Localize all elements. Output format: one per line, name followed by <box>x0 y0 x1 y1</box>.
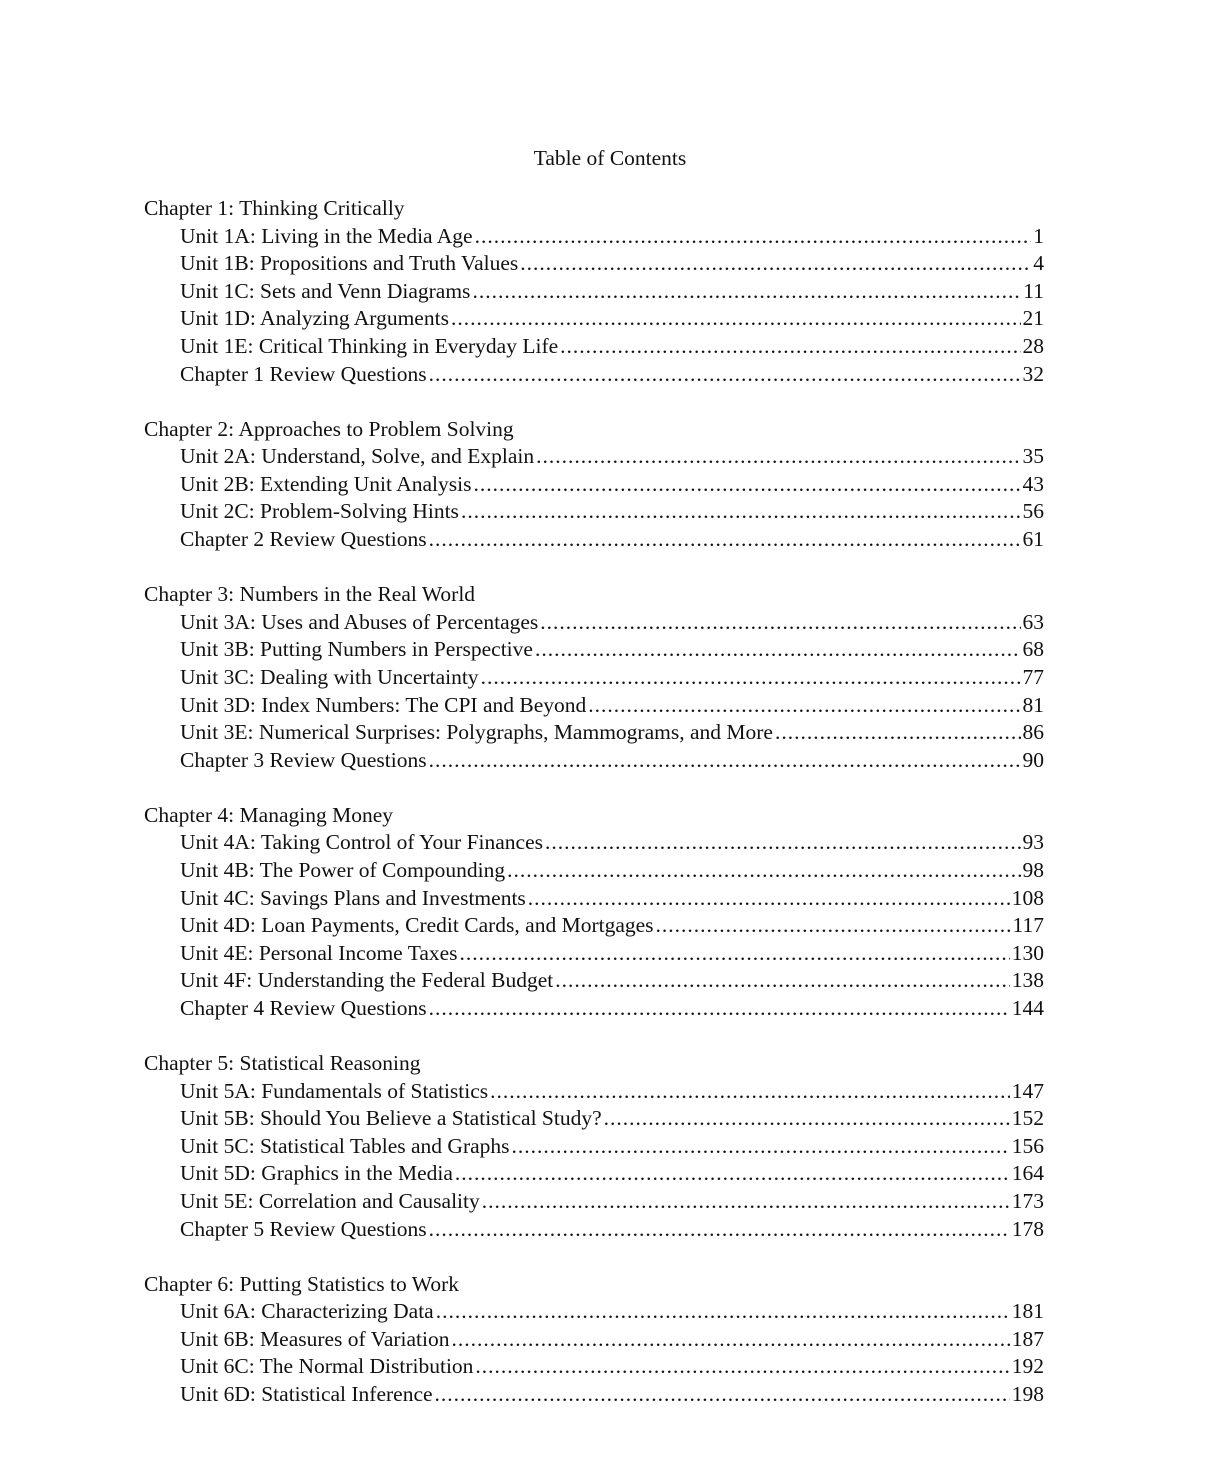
entry-page-number: 192 <box>1011 1354 1044 1379</box>
entry-page-number: 61 <box>1022 527 1044 552</box>
toc-entry[interactable] <box>144 885 1044 913</box>
toc-entry[interactable] <box>144 609 1044 637</box>
toc-entry[interactable] <box>144 1188 1044 1216</box>
entry-label: Unit 4B: The Power of Compounding <box>180 857 506 882</box>
toc-entry[interactable] <box>144 1160 1044 1188</box>
toc-entry[interactable] <box>144 1353 1044 1381</box>
entry-page-number: 178 <box>1011 1216 1044 1241</box>
entry-label: Chapter 2 Review Questions <box>180 527 427 552</box>
dot-leader <box>555 967 1010 995</box>
dot-leader <box>455 1160 1010 1188</box>
toc-entry[interactable] <box>144 692 1044 720</box>
entry-page-number: 144 <box>1011 995 1044 1020</box>
toc-entry[interactable] <box>144 498 1044 526</box>
entry-label: Unit 1A: Living in the Media Age <box>180 223 473 248</box>
entry-label: Unit 1D: Analyzing Arguments <box>180 306 449 331</box>
toc-entry[interactable] <box>144 747 1044 775</box>
toc-entry[interactable] <box>144 471 1044 499</box>
entry-page-number: 1 <box>1033 223 1044 248</box>
entry-page-number: 198 <box>1011 1382 1044 1407</box>
toc-entry[interactable] <box>144 940 1044 968</box>
dot-leader <box>535 636 1021 664</box>
dot-leader <box>528 885 1010 913</box>
toc-entry[interactable] <box>144 305 1044 333</box>
dot-leader <box>545 829 1020 857</box>
toc-entry[interactable] <box>144 361 1044 389</box>
dot-leader <box>475 223 1032 251</box>
entry-page-number: 81 <box>1022 692 1044 717</box>
dot-leader <box>472 278 1021 306</box>
dot-leader <box>436 1298 1010 1326</box>
entry-label: Chapter 5 Review Questions <box>180 1216 427 1241</box>
entry-label: Unit 3B: Putting Numbers in Perspective <box>180 637 533 662</box>
dot-leader <box>461 498 1021 526</box>
dot-leader <box>435 1381 1010 1409</box>
dot-leader <box>429 1216 1010 1244</box>
entry-label: Unit 5D: Graphics in the Media <box>180 1161 453 1186</box>
entry-label: Chapter 4 Review Questions <box>180 995 427 1020</box>
entry-page-number: 152 <box>1011 1106 1044 1131</box>
entry-label: Unit 4F: Understanding the Federal Budget <box>180 968 554 993</box>
dot-leader <box>656 912 1011 940</box>
chapter-section <box>144 1271 1044 1409</box>
entry-page-number: 77 <box>1022 664 1044 689</box>
entry-label: Unit 6C: The Normal Distribution <box>180 1354 474 1379</box>
dot-leader <box>482 1188 1010 1216</box>
entry-label: Unit 5A: Fundamentals of Statistics <box>180 1078 489 1103</box>
entry-label: Unit 6A: Characterizing Data <box>180 1299 434 1324</box>
entry-label: Unit 2C: Problem-Solving Hints <box>180 499 459 524</box>
toc-entry[interactable] <box>144 1216 1044 1244</box>
chapter-section <box>144 416 1044 554</box>
toc-entry[interactable] <box>144 1326 1044 1354</box>
toc-entry[interactable] <box>144 857 1044 885</box>
page-title: Table of Contents <box>533 146 687 170</box>
entry-page-number: 86 <box>1022 720 1044 745</box>
entry-label: Unit 4C: Savings Plans and Investments <box>180 885 526 910</box>
chapter-section <box>144 195 1044 388</box>
entry-label: Unit 6D: Statistical Inference <box>180 1382 433 1407</box>
dot-leader <box>429 526 1021 554</box>
entry-page-number: 11 <box>1023 278 1044 303</box>
entry-label: Unit 6B: Measures of Variation <box>180 1326 450 1351</box>
chapter-heading: Chapter 6: Putting Statistics to Work <box>144 1271 459 1296</box>
toc-entry[interactable] <box>144 912 1044 940</box>
dot-leader <box>475 1353 1009 1381</box>
toc-entry[interactable] <box>144 278 1044 306</box>
toc-entry[interactable] <box>144 967 1044 995</box>
entry-page-number: 117 <box>1012 913 1044 938</box>
chapter-heading: Chapter 3: Numbers in the Real World <box>144 582 476 607</box>
dot-leader <box>429 747 1021 775</box>
entry-label: Unit 4D: Loan Payments, Credit Cards, and Mortgages <box>180 913 654 938</box>
entry-page-number: 181 <box>1011 1299 1044 1324</box>
entry-page-number: 93 <box>1022 830 1044 855</box>
chapter-heading: Chapter 1: Thinking Critically <box>144 196 405 220</box>
entry-page-number: 108 <box>1011 885 1044 910</box>
entry-page-number: 130 <box>1011 940 1044 965</box>
toc-entry[interactable] <box>144 223 1044 251</box>
dot-leader <box>481 664 1021 692</box>
toc-entry[interactable] <box>144 829 1044 857</box>
entry-page-number: 35 <box>1022 444 1044 469</box>
entry-label: Unit 2B: Extending Unit Analysis <box>180 471 472 496</box>
chapter-section <box>144 802 1044 1023</box>
dot-leader <box>775 719 1021 747</box>
entry-label: Unit 4A: Taking Control of Your Finances <box>180 830 544 855</box>
entry-label: Unit 4E: Personal Income Taxes <box>180 940 458 965</box>
entry-label: Unit 3C: Dealing with Uncertainty <box>180 664 479 689</box>
entry-label: Unit 1B: Propositions and Truth Values <box>180 251 519 276</box>
toc-entry[interactable] <box>144 1381 1044 1409</box>
entry-label: Unit 3D: Index Numbers: The CPI and Beyond <box>180 692 587 717</box>
entry-page-number: 156 <box>1011 1133 1044 1158</box>
dot-leader <box>490 1078 1010 1106</box>
toc-page <box>144 140 1044 1436</box>
entry-label: Unit 2A: Understand, Solve, and Explain <box>180 444 535 469</box>
toc-entry[interactable] <box>144 1298 1044 1326</box>
entry-page-number: 43 <box>1022 471 1044 496</box>
chapter-heading: Chapter 2: Approaches to Problem Solving <box>144 416 514 441</box>
toc-entry[interactable] <box>144 664 1044 692</box>
chapter-section <box>144 1050 1044 1243</box>
toc-entry[interactable] <box>144 719 1044 747</box>
entry-page-number: 147 <box>1011 1078 1044 1103</box>
entry-label: Unit 5C: Statistical Tables and Graphs <box>180 1133 510 1158</box>
toc-entry[interactable] <box>144 636 1044 664</box>
dot-leader <box>451 305 1021 333</box>
dot-leader <box>452 1326 1010 1354</box>
entry-page-number: 187 <box>1011 1326 1044 1351</box>
dot-leader <box>460 940 1010 968</box>
entry-page-number: 56 <box>1022 499 1044 524</box>
entry-page-number: 63 <box>1022 609 1044 634</box>
toc-entry[interactable] <box>144 443 1044 471</box>
entry-label: Unit 3E: Numerical Surprises: Polygraphs, Mammograms, and More <box>180 720 773 745</box>
toc-entry[interactable] <box>144 995 1044 1023</box>
entry-label: Unit 5B: Should You Believe a Statistical Study? <box>180 1106 602 1131</box>
entry-page-number: 164 <box>1011 1161 1044 1186</box>
entry-page-number: 98 <box>1022 857 1044 882</box>
dot-leader <box>540 609 1020 637</box>
dot-leader <box>536 443 1020 471</box>
entry-label: Unit 3A: Uses and Abuses of Percentages <box>180 609 539 634</box>
toc-entry[interactable] <box>144 333 1044 361</box>
entry-label: Chapter 3 Review Questions <box>180 747 427 772</box>
dot-leader <box>473 471 1020 499</box>
chapter-heading: Chapter 4: Managing Money <box>144 802 393 827</box>
entry-page-number: 32 <box>1022 361 1044 386</box>
entry-label: Unit 5E: Correlation and Causality <box>180 1189 480 1213</box>
entry-page-number: 68 <box>1022 637 1044 662</box>
entry-label: Unit 1C: Sets and Venn Diagrams <box>180 278 471 303</box>
toc-entry[interactable] <box>144 1105 1044 1133</box>
entry-label: Unit 1E: Critical Thinking in Everyday Life <box>180 333 559 358</box>
dot-leader <box>560 333 1020 361</box>
dot-leader <box>507 857 1020 885</box>
entry-page-number: 21 <box>1022 306 1044 331</box>
chapter-section <box>144 581 1044 774</box>
toc-entry[interactable] <box>144 1133 1044 1161</box>
entry-page-number: 4 <box>1033 251 1044 276</box>
dot-leader <box>520 250 1031 278</box>
dot-leader <box>429 995 1010 1023</box>
dot-leader <box>512 1133 1010 1161</box>
toc-entry[interactable] <box>144 250 1044 278</box>
chapter-heading: Chapter 5: Statistical Reasoning <box>144 1051 421 1076</box>
dot-leader <box>588 692 1020 720</box>
dot-leader <box>604 1105 1010 1133</box>
entry-page-number: 90 <box>1022 747 1044 772</box>
toc-entry[interactable] <box>144 526 1044 554</box>
dot-leader <box>429 361 1021 389</box>
toc-entry[interactable] <box>144 1078 1044 1106</box>
entry-page-number: 138 <box>1011 968 1044 993</box>
entry-page-number: 173 <box>1011 1189 1044 1213</box>
entry-label: Chapter 1 Review Questions <box>180 361 427 386</box>
entry-page-number: 28 <box>1022 333 1044 358</box>
